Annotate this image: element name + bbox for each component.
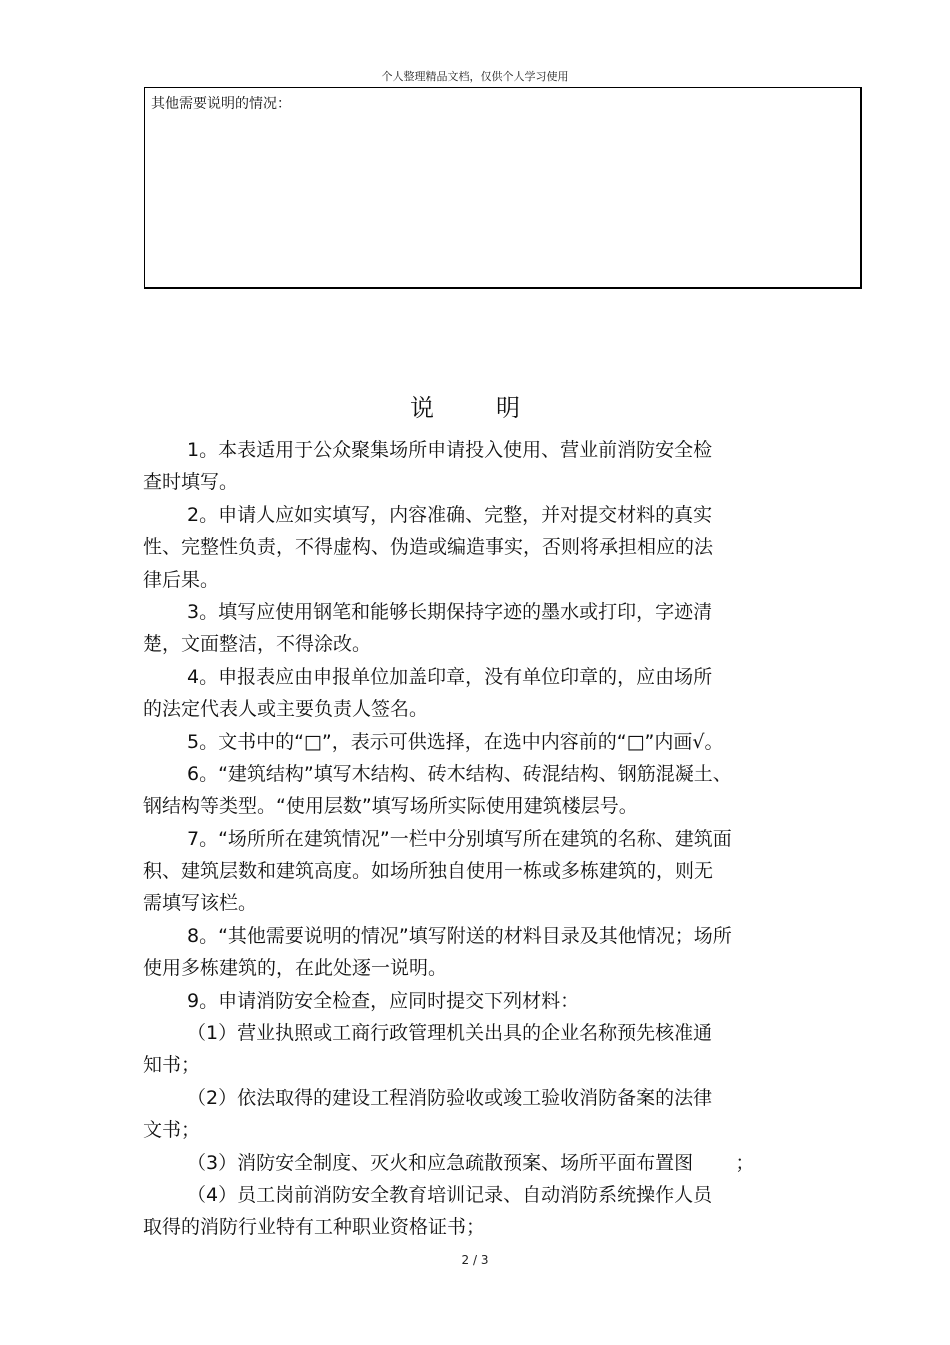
instruction-line: 8。“其他需要说明的情况”填写附送的材料目录及其他情况；场所 [187,924,732,947]
instruction-line: （2）依法取得的建设工程消防验收或竣工验收消防备案的法律 [187,1086,713,1109]
instruction-line: 3。填写应使用钢笔和能够长期保持字迹的墨水或打印，字迹清 [187,600,713,623]
instruction-line: 1。本表适用于公众聚集场所申请投入使用、营业前消防安全检 [187,439,713,461]
instruction-line: 律后果。 [143,568,220,591]
other-info-box[interactable] [144,87,862,289]
instruction-line: 2。申请人应如实填写，内容准确、完整，并对提交材料的真实 [187,503,713,526]
instruction-line: 7。“场所所在建筑情况”一栏中分别填写所在建筑的名称、建筑面 [187,827,732,850]
instruction-line: （1）营业执照或工商行政管理机关出具的企业名称预先核准通 [187,1022,713,1045]
instruction-line: 5。文书中的“□”，表示可供选择，在选中内容前的“□”内画√。 [187,730,724,753]
instruction-line: 取得的消防行业特有工种职业资格证书； [143,1216,486,1239]
instruction-line: 楚，文面整洁，不得涂改。 [143,633,372,656]
instructions-body [143,434,823,1244]
instruction-line: （3）消防安全制度、灭火和应急疏散预案、场所平面布置图 ； [187,1151,755,1174]
instruction-line: 9。申请消防安全检查，应同时提交下列材料： [187,989,580,1012]
page-number: 2 / 3 [461,1253,489,1267]
instruction-line: 文书； [143,1119,201,1142]
instruction-line: 积、建筑层数和建筑高度。如场所独自使用一栋或多栋建筑的，则无 [143,860,714,883]
instruction-line: 使用多栋建筑的，在此处逐一说明。 [143,957,448,980]
instruction-line: （4）员工岗前消防安全教育培训记录、自动消防系统操作人员 [187,1183,713,1206]
instruction-line: 知书； [143,1054,201,1077]
instruction-line: 性、完整性负责，不得虚构、伪造或编造事实，否则将承担相应的法 [143,536,714,559]
instruction-line: 需填写该栏。 [143,892,258,915]
instructions-title: 说明 [410,394,582,422]
instruction-line: 查时填写。 [143,471,239,494]
other-info-label: 其他需要说明的情况： [151,96,291,112]
instruction-line: 6。“建筑结构”填写木结构、砖木结构、砖混结构、钢筋混凝土、 [187,762,732,785]
instruction-line: 钢结构等类型。“使用层数”填写场所实际使用建筑楼层号。 [143,795,638,818]
instruction-line: 4。申报表应由申报单位加盖印章，没有单位印章的，应由场所 [187,665,713,688]
header-note: 个人整理精品文档，仅供个人学习使用 [381,70,569,83]
instruction-line: 的法定代表人或主要负责人签名。 [143,698,429,721]
